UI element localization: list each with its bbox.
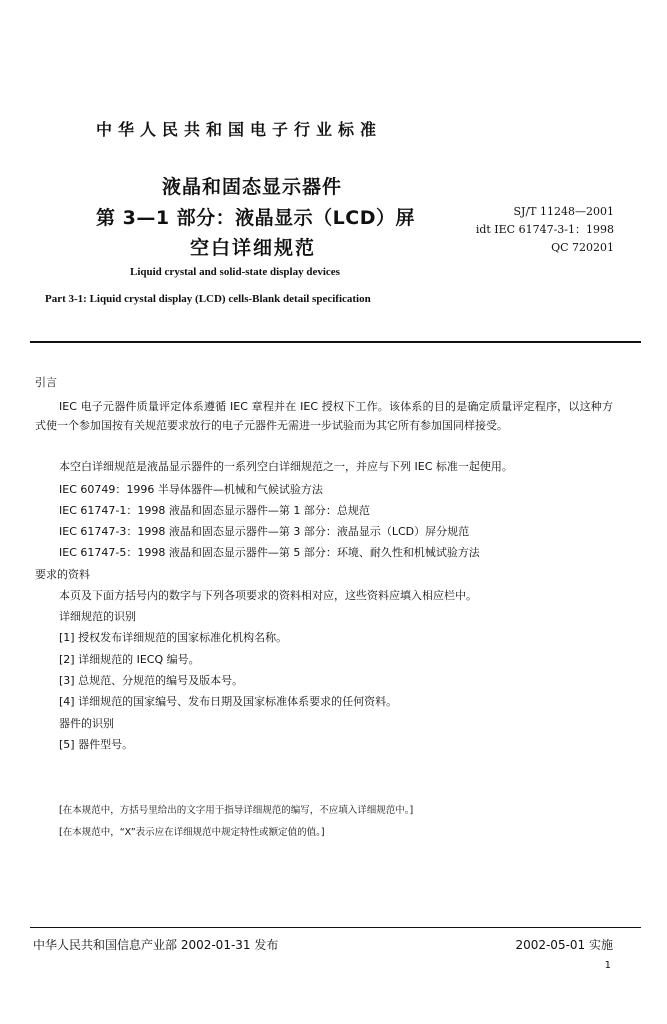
standard-codes: [476, 203, 614, 257]
intro-paragraph: IEC 电子元器件质量评定体系遵循 IEC 章程并在 IEC 授权下工作。该体系的目的是确定质量评定程序，以这种方式使一个参加国按有关规范要求放行的电子元器件无需进一步试验而为其它所有参加国同样接受。: [35, 400, 613, 432]
idt-reference: idt IEC 61747-3-1：1998: [475, 223, 614, 236]
title-zh-line3: 空白详细规范: [190, 237, 317, 259]
intro-heading: 引言: [35, 376, 57, 389]
spec-id-heading: 详细规范的识别: [59, 610, 136, 623]
reference-item: IEC 61747-5：1998 液晶和固态显示器件—第 5 部分：环境、耐久性和机械试验方法: [59, 546, 480, 559]
requirements-heading: 要求的资料: [35, 568, 90, 581]
title-zh-line2: 第 3—1 部分：液晶显示（LCD）屏: [96, 207, 415, 229]
spec-id-item: [2] 详细规范的 IECQ 编号。: [59, 653, 200, 666]
reference-item: IEC 61747-1：1998 液晶和固态显示器件—第 1 部分：总规范: [59, 504, 370, 517]
device-id-item: [5] 器件型号。: [59, 738, 134, 751]
reference-item: IEC 60749：1996 半导体器件—机械和气候试验方法: [59, 483, 323, 496]
device-id-heading: 器件的识别: [59, 717, 114, 730]
top-rule: [30, 341, 641, 343]
title-en-line1: Liquid crystal and solid-state display devices: [130, 266, 340, 278]
title-zh-line1: 液晶和固态显示器件: [162, 176, 343, 198]
issue-date: 中华人民共和国信息产业部 2002-01-31 发布: [33, 938, 279, 952]
reference-item: IEC 61747-3：1998 液晶和固态显示器件—第 3 部分：液晶显示（LCD）屏分规范: [59, 525, 470, 538]
requirements-paragraph: 本页及下面方括号内的数字与下列各项要求的资料相对应，这些资料应填入相应栏中。: [59, 589, 477, 602]
scope-paragraph: 本空白详细规范是液晶显示器件的一系列空白详细规范之一，并应与下列 IEC 标准一起使用。: [59, 460, 513, 473]
spec-id-item: [1] 授权发布详细规范的国家标准化机构名称。: [59, 631, 288, 644]
title-en-line2: Part 3-1: Liquid crystal display (LCD) cells-Blank detail specification: [45, 293, 371, 305]
spec-id-item: [3] 总规范、分规范的编号及版本号。: [59, 674, 244, 687]
implementation-date: 2002-05-01 实施: [515, 938, 613, 952]
standard-category: 中华人民共和国电子行业标准: [96, 120, 383, 139]
note-line: [在本规范中，方括号里给出的文字用于指导详细规范的编写，不应填入详细规范中。]: [59, 805, 414, 816]
spec-id-item: [4] 详细规范的国家编号、发布日期及国家标准体系要求的任何资料。: [59, 695, 398, 708]
standard-number: SJ/T 11248—2001: [513, 205, 614, 218]
page-number: 1: [604, 960, 611, 971]
note-line: [在本规范中，“X”表示应在详细规范中规定特性或额定值的值。]: [59, 827, 325, 838]
qc-number: QC 720201: [551, 241, 614, 254]
bottom-rule: [30, 927, 641, 928]
